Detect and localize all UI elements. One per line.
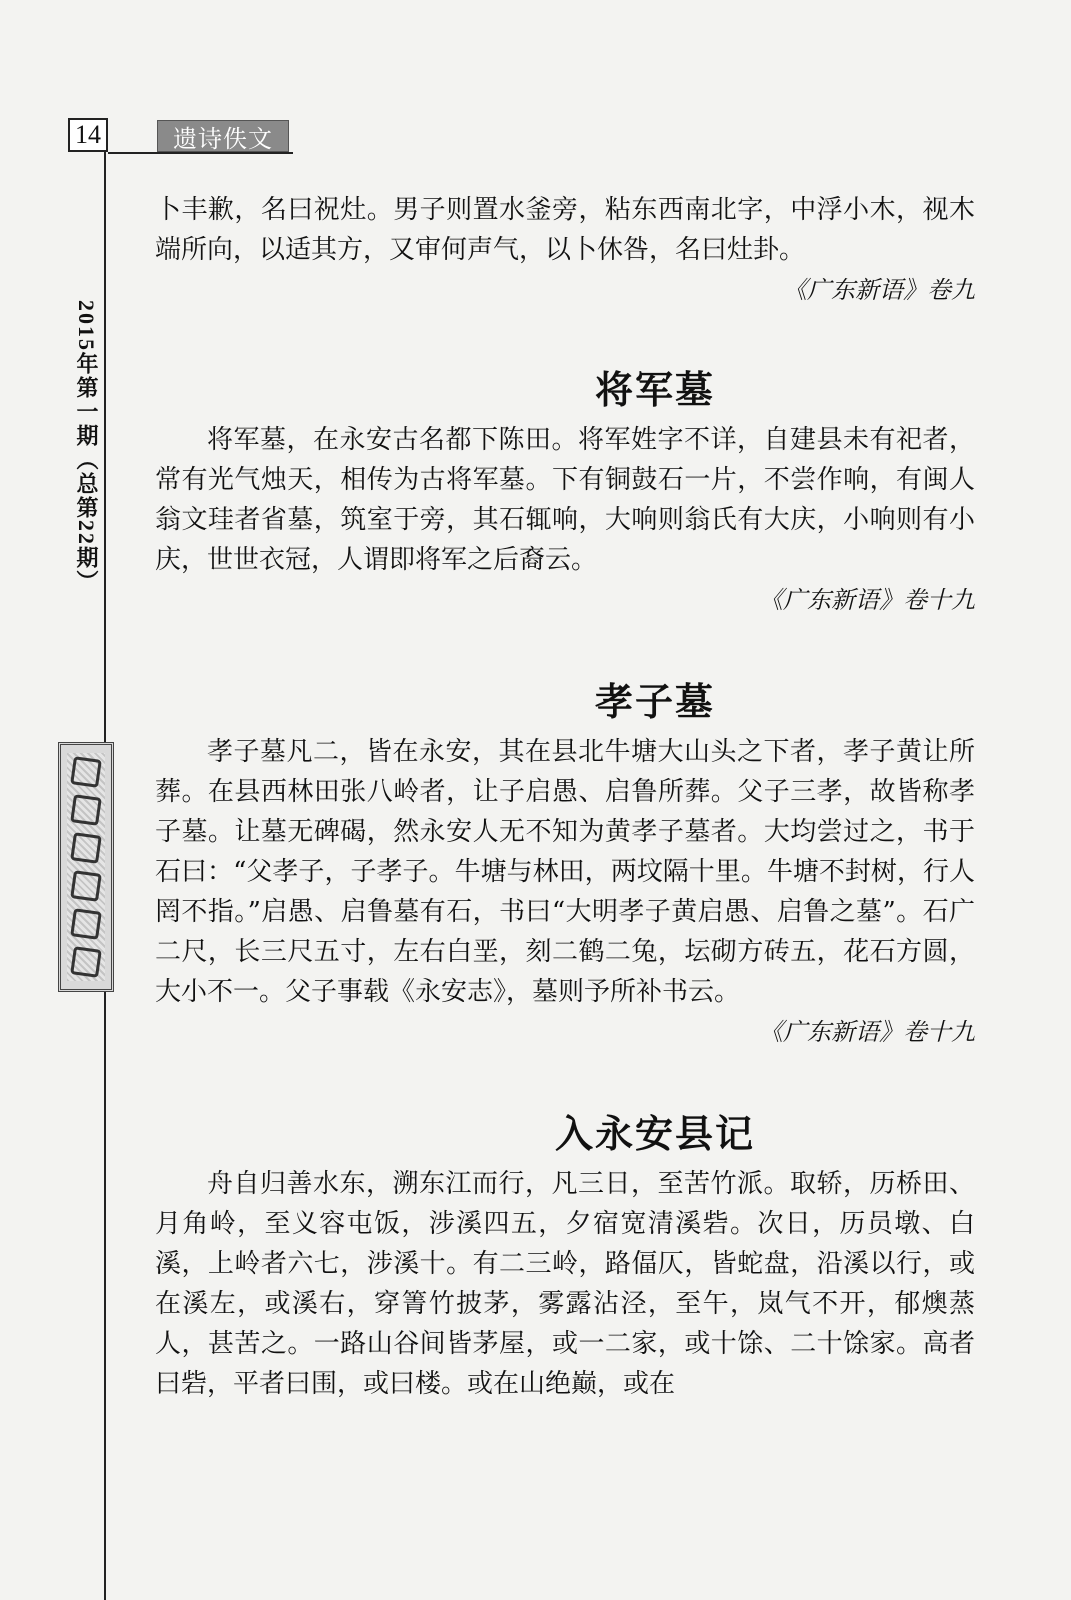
article-body [155,190,975,1404]
article-title: 孝子墓 [594,680,715,724]
journal-seal-logo [58,742,114,992]
source-citation: 《广东新语》卷十九 [759,586,975,614]
section-label: 遗诗佚文 [157,120,289,152]
paragraph: 舟自归善水东，溯东江而行，凡三日，至苦竹派。取轿，历桥田、月角岭，至义容屯饭，涉溪四五，夕宿宽清溪砦。次日，历员墩、白溪，上岭者六七，涉溪十。有二三岭，路偪仄，皆蛇盘，沿溪以行，或在溪左，或溪右，穿箐竹披茅，雾露沾泾，至午，岚气不开，郁燠蒸人，甚苦之。一路山谷间皆茅屋，或一二家，或十馀、二十馀家。高者曰砦，平者曰围，或曰楼。或在山绝巅，或在 [155,1169,975,1399]
article-title: 将军墓 [594,368,715,412]
seal-glyph-icon [70,832,102,864]
seal-glyph-icon [70,794,102,826]
paragraph: 孝子墓凡二，皆在永安，其在县北牛塘大山头之下者，孝子黄让所葬。在县西林田张八岭者，让子启愚、启鲁所葬。父子三孝，故皆称孝子墓。让墓无碑碣，然永安人无不知为黄孝子墓者。大均尝过之，书于石曰：“父孝子，子孝子。牛塘与林田，两坟隔十里。牛塘不封树，行人罔不指。”启愚、启鲁墓有石，书曰“大明孝子黄启愚、启鲁之墓”。石广二尺，长三尺五寸，左右白垩，刻二鹤二兔，坛砌方砖五，花石方圆，大小不一。父子事载《永安志》，墓则予所补书云。 [155,737,975,1007]
source-citation: 《广东新语》卷十九 [759,1018,975,1046]
issue-label: 2015年第一期（总第22期） [74,300,99,594]
seal-glyph-icon [70,946,102,978]
paragraph: 将军墓，在永安古名都下陈田。将军姓字不详，自建县未有祀者，常有光气烛天，相传为古将军墓。下有铜鼓石一片，不尝作响，有闽人翁文珪者省墓，筑室于旁，其石辄响，大响则翁氏有大庆，小响则有小庆，世世衣冠，人谓即将军之后裔云。 [155,425,975,575]
page-number: 14 [68,118,108,152]
seal-glyph-icon [70,756,102,788]
seal-glyph-icon [70,870,102,902]
source-citation: 《广东新语》卷九 [783,276,975,304]
paragraph: 卜丰歉，名曰祝灶。男子则置水釜旁，粘东西南北字，中浮小木，视木端所向，以适其方，又审何声气，以卜休咎，名曰灶卦。 [155,195,975,265]
seal-glyph-icon [70,908,102,940]
article-title: 入永安县记 [554,1112,755,1156]
